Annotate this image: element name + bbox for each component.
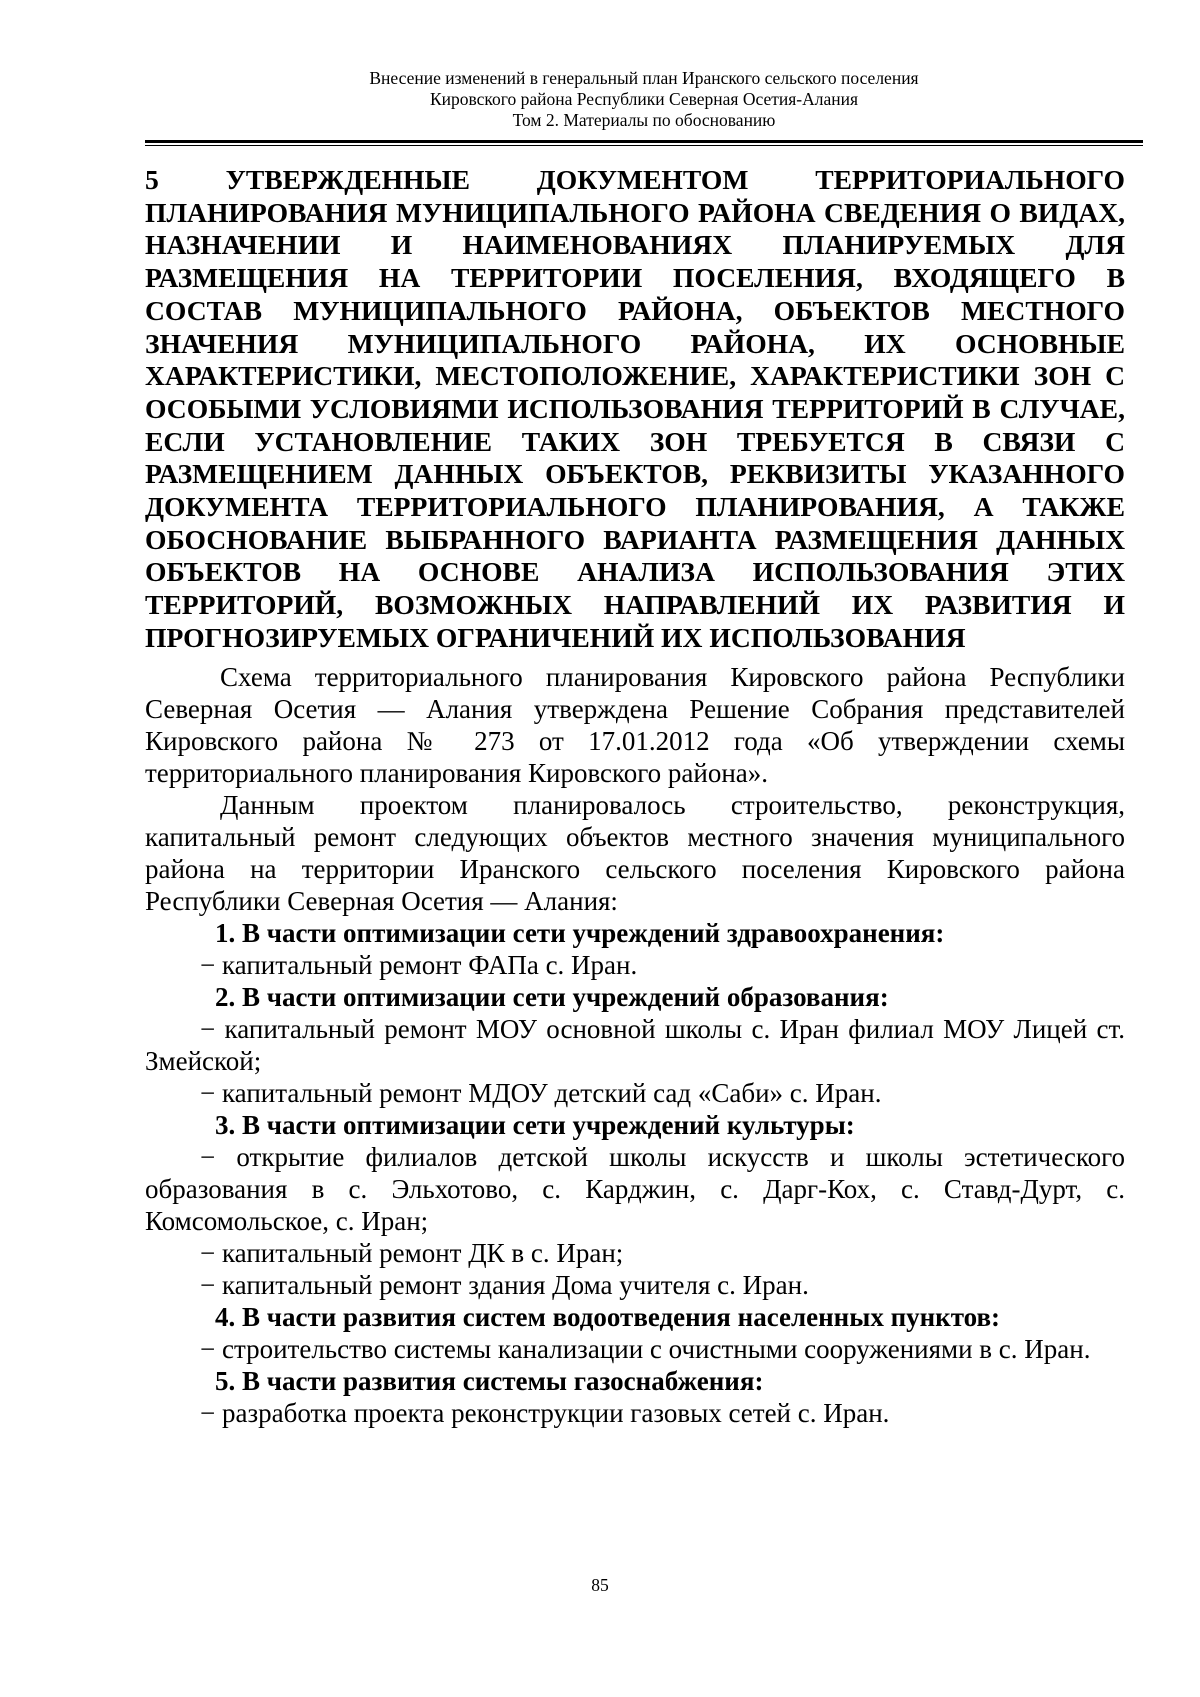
list-item: − капитальный ремонт ФАПа с. Иран.: [200, 949, 638, 980]
list-heading-education: 2. В части оптимизации сети учреждений образования:: [215, 981, 889, 1012]
page-number: 85: [591, 1575, 609, 1595]
list-heading-healthcare: 1. В части оптимизации сети учреждений здравоохранения:: [215, 917, 945, 948]
header-line-1: Внесение изменений в генеральный план Иранского сельского поселения: [369, 68, 919, 88]
page-content: [145, 164, 1125, 1429]
header-rule-thin: [145, 145, 1143, 146]
list-heading-culture: 3. В части оптимизации сети учреждений культуры:: [215, 1109, 855, 1140]
section-healthcare: [145, 917, 1125, 981]
paragraph-scheme-approval: Схема территориального планирования Кировского района Республики Северная Осетия — Алания утверждена Решение Собрания представителей Кировского района № 273 от 17.01.2012 года «Об утверждении схемы территориального планирования Кировского района».: [145, 661, 1125, 788]
section-education: [145, 981, 1125, 1109]
section-sewerage: [145, 1301, 1125, 1365]
list-item: − капитальный ремонт ДК в с. Иран;: [200, 1237, 624, 1268]
section-culture: [145, 1109, 1125, 1301]
section-gas-supply: [145, 1365, 1125, 1429]
list-item: − капитальный ремонт МДОУ детский сад «Саби» с. Иран.: [200, 1077, 882, 1108]
list-item: − разработка проекта реконструкции газовых сетей с. Иран.: [200, 1397, 890, 1428]
paragraph-planned-objects: Данным проектом планировалось строительство, реконструкция, капитальный ремонт следующих объектов местного значения муниципального района на территории Иранского сельского поселения Кировского района Республики Северная Осетия — Алания:: [145, 789, 1125, 916]
list-heading-sewerage: 4. В части развития систем водоотведения населенных пунктов:: [215, 1301, 1001, 1332]
list-item: − капитальный ремонт МОУ основной школы с. Иран филиал МОУ Лицей ст. Змейской;: [145, 1013, 1125, 1076]
list-heading-gas-supply: 5. В части развития системы газоснабжения:: [215, 1365, 764, 1396]
list-item: − строительство системы канализации с очистными сооружениями в с. Иран.: [200, 1333, 1091, 1364]
list-item: − капитальный ремонт здания Дома учителя с. Иран.: [200, 1269, 809, 1300]
list-item: − открытие филиалов детской школы искусств и школы эстетического образования в с. Эльхотово, с. Карджин, с. Дарг-Кох, с. Ставд-Дурт, с. Комсомольское, с. Иран;: [145, 1141, 1125, 1236]
header-rule-thick: [145, 140, 1143, 143]
running-header: [145, 68, 1143, 131]
header-line-2: Кировского района Республики Северная Осетия-Алания: [429, 89, 859, 109]
section-heading: 5 УТВЕРЖДЕННЫЕ ДОКУМЕНТОМ ТЕРРИТОРИАЛЬНОГО ПЛАНИРОВАНИЯ МУНИЦИПАЛЬНОГО РАЙОНА СВЕДЕНИЯ О ВИДАХ, НАЗНАЧЕНИИ И НАИМЕНОВАНИЯХ ПЛАНИРУЕМЫХ ДЛЯ РАЗМЕЩЕНИЯ НА ТЕРРИТОРИИ ПОСЕЛЕНИЯ, ВХОДЯЩЕГО В СОСТАВ МУНИЦИПАЛЬНОГО РАЙОНА, ОБЪЕКТОВ МЕСТНОГО ЗНАЧЕНИЯ МУНИЦИПАЛЬНОГО РАЙОНА, ИХ ОСНОВНЫЕ ХАРАКТЕРИСТИКИ, МЕСТОПОЛОЖЕНИЕ, ХАРАКТЕРИСТИКИ ЗОН С ОСОБЫМИ УСЛОВИЯМИ ИСПОЛЬЗОВАНИЯ ТЕРРИТОРИЙ В СЛУЧАЕ, ЕСЛИ УСТАНОВЛЕНИЕ ТАКИХ ЗОН ТРЕБУЕТСЯ В СВЯЗИ С РАЗМЕЩЕНИЕМ ДАННЫХ ОБЪЕКТОВ, РЕКВИЗИТЫ УКАЗАННОГО ДОКУМЕНТА ТЕРРИТОРИАЛЬНОГО ПЛАНИРОВАНИЯ, А ТАКЖЕ ОБОСНОВАНИЕ ВЫБРАННОГО ВАРИАНТА РАЗМЕЩЕНИЯ ДАННЫХ ОБЪЕКТОВ НА ОСНОВЕ АНАЛИЗА ИСПОЛЬЗОВАНИЯ ЭТИХ ТЕРРИТОРИЙ, ВОЗМОЖНЫХ НАПРАВЛЕНИЙ ИХ РАЗВИТИЯ И ПРОГНОЗИРУЕМЫХ ОГРАНИЧЕНИЙ ИХ ИСПОЛЬЗОВАНИЯ: [145, 164, 1125, 653]
header-line-3: Том 2. Материалы по обоснованию: [512, 110, 776, 130]
